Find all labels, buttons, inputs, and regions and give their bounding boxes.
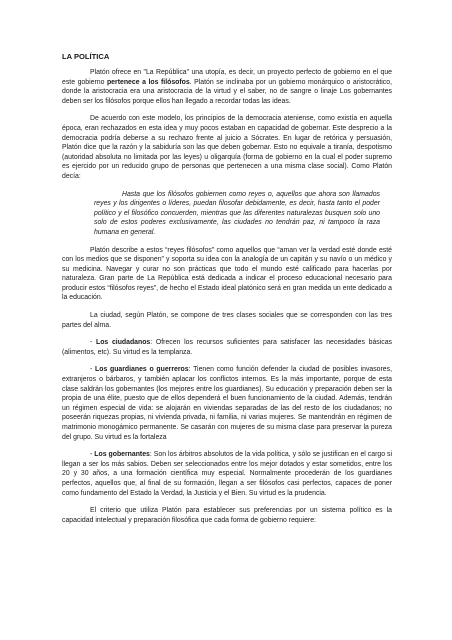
- class-guardians: [62, 365, 392, 442]
- class-guardians-text: : Tienen como función defender la ciudad de posibles invasores, extranjeros o bárbaros, y también aplacar los conflictos internos. Es la más importante, porque de esta clase saldrán los gobernantes (los mejores entre los guardianes). Su educación y preparación deben ser la propia de una élite, puesto que de ellos dependerá el buen funcionamiento de la ciudad. Además, tendrán un régimen especial de vida: se alojarán en viviendas separadas de las del resto de los ciudadanos; no poseerán riquezas propias, ni vivienda privada, ni familia, ni varias mujeres. Se mantendrán en régimen de matrimonio monogámico permanente. Se casarán con mujeres de su misma clase para preservar la pureza del grupo. Su virtud es la fortaleza: [62, 366, 392, 441]
- paragraph-intro: [62, 68, 392, 106]
- class-citizens-dash: -: [90, 339, 97, 347]
- class-citizens-label: Los ciudadanos: [96, 339, 151, 347]
- class-rulers: [62, 450, 392, 498]
- paragraph-philosopher-kings: Platón describe a estos “reyes filósofos” como aquellos que “aman ver la verdad esté donde esté con los medios que se disponen” y soporta su idea con la analogía de un capitán y su navío o un médico y su medicina. Navegar y curar no son prácticas que todo el mundo esté calificado para hacerlas por naturaleza. Gran parte de La República está dedicada a indicar el proceso educacional necesario para producir estos “filósofos reyes”, de hecho el Estado ideal platónico será en gran medida un ente dedicado a la educación.: [62, 246, 392, 302]
- paragraph-intro-text-a: Platón ofrece en "La República" una utopía, es decir, un proyecto perfecto de gobierno en el que este gobierno: [62, 69, 392, 86]
- paragraph-intro-text-c: . Platón se inclinaba por un gobierno monárquico o aristocrático, donde la aristocracia era una aristocracia de la virtud y el saber, no de sangre o linaje Los gobernantes deben ser los filósofos porque ellos han llegado a recordar todas las ideas.: [62, 78, 392, 105]
- class-rulers-text: : Son los árbitros absolutos de la vida política, y sólo se justifican en el cargo si llegan a ser los más sabios. Deben ser seleccionados entre los mejor dotados y estar sometidos, entre los 20 y 30 años, a una formación científica muy especial. Normalmente procederán de los guardianes perfectos, aquellos que, al final de su formación, llegan a ser filósofos casi perfectos, capaces de poner como fundamento del Estado la Verdad, la Justicia y el Bien. Su virtud es la prudencia.: [62, 451, 393, 497]
- section-title: LA POLÍTICA: [62, 52, 110, 61]
- class-guardians-dash: -: [90, 366, 96, 374]
- paragraph-social-classes: La ciudad, según Platón, se compone de tres clases sociales que se corresponden con las tres partes del alma.: [62, 312, 392, 329]
- paragraph-intro-bold: pertenece a los filósofos: [106, 78, 190, 86]
- class-citizens-text: : Ofrecen los recursos suficientes para satisfacer las necesidades básicas (alimentos, etc). Su virtud es la templanza.: [62, 339, 392, 356]
- class-guardians-label: Los guardianes o guerreros: [95, 366, 189, 374]
- paragraph-criterion: El criterio que utiliza Platón para establecer sus preferencias por un sistema político es la capacidad intelectual y preparación filosófica que cada forma de gobierno requiere:: [62, 507, 392, 524]
- paragraph-democracy: De acuerdo con este modelo, los principios de la democracia ateniense, como existía en aquella época, eran rechazados en esta idea y muy pocos estaban en capacidad de gobernar. Este desprecio a la democracia podría deberse a su rechazo frente al juicio a Sócrates. En lugar de retórica y persuasión, Platón dice que la razón y la sabiduría son las que deben gobernar. Esto no equivale a tiranía, despotismo (autoridad absoluta no limitada por las leyes) u oligarquía (forma de gobierno en la cual el poder supremo es ejercido por un reducido grupo de personas que pertenecen a una misma clase social). Como Platón decía:: [62, 115, 392, 180]
- class-rulers-dash: -: [90, 451, 95, 459]
- plato-quote: Hasta que los filósofos gobiernen como reyes o, aquellos que ahora son llamados reyes y los dirigentes o líderes, puedan filosofar debidamente, es decir, hasta tanto el poder político y el filosófico concuerden, mientras que las diferentes naturalezas busquen solo uno solo de estos poderes exclusivamente, las ciudades no tendrán paz, ni tampoco la raza humana en general.: [94, 190, 380, 236]
- class-rulers-label: Los gobernantes: [94, 451, 150, 459]
- class-citizens: [62, 338, 392, 357]
